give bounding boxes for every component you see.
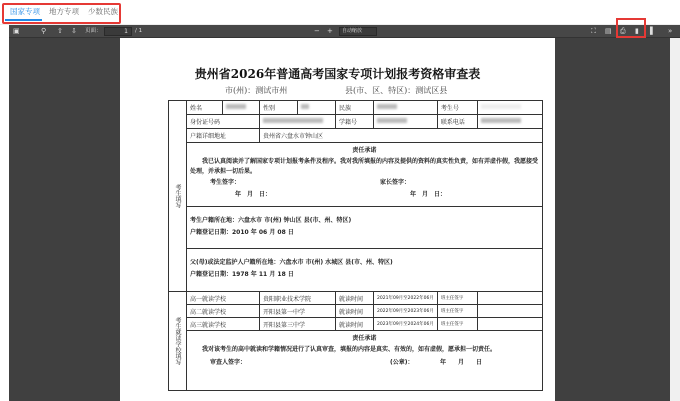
redacted-value: [377, 104, 397, 109]
pdf-toolbar: [9, 25, 680, 38]
commitment-title: 责任承诺: [352, 147, 377, 154]
reviewer-signature: 审查人签字：: [210, 359, 247, 366]
county-field: 县(市、区、特区)：测试区县: [345, 86, 448, 95]
commitment-text: 我已认真阅读并了解国家专项计划报考条件及程序。我对我所填报的内容及提供的资料的真实性负责，如有弄虚作假，我愿接受处理，并承担一切后果。: [190, 158, 539, 175]
download-icon[interactable]: ▮: [635, 27, 639, 35]
student-signature: 考生签字：: [210, 179, 241, 186]
redacted-value: [481, 118, 521, 123]
seal-date: 年 月 日: [440, 359, 483, 366]
page-label: 页面：: [85, 28, 102, 34]
label-student-id: 学籍号: [336, 115, 374, 129]
tools-icon[interactable]: »: [668, 27, 673, 35]
zoom-out-icon[interactable]: −: [314, 27, 320, 35]
application-form: [168, 100, 543, 391]
sidebar-toggle-icon[interactable]: ▣: [13, 27, 20, 35]
tab-bar: [0, 0, 680, 25]
tab-minority[interactable]: 少数民族: [88, 7, 118, 16]
presentation-mode-icon[interactable]: ⛶: [591, 27, 596, 35]
next-page-icon[interactable]: ⇩: [71, 27, 77, 35]
school-label: 高一就读学校: [187, 292, 260, 305]
redacted-value: [481, 104, 521, 109]
student-date: 年 月 日：: [235, 191, 272, 198]
hukou-location: 考生户籍所在地：六盘水市 市(州) 钟山区 县(市、州、特区): [190, 217, 352, 224]
parent-hukou-date: 户籍登记日期：1978 年 11 月 18 日: [190, 271, 294, 278]
time-label: 就读时间: [336, 318, 374, 331]
commitment-text: 我对该考生的高中就读和学籍情况进行了认真审查，填报的内容是真实、有效的，如有虚假，愿承担一切责任。: [202, 346, 497, 353]
hukou-date: 户籍登记日期：2010 年 06 月 08 日: [190, 229, 294, 236]
previous-page-icon[interactable]: ⇧: [57, 27, 63, 35]
teacher-sign-label: 班主任签字: [437, 305, 477, 318]
zoom-select[interactable]: 自动缩放: [339, 27, 377, 36]
time-label: 就读时间: [336, 305, 374, 318]
label-phone: 联系电话: [437, 115, 477, 129]
page-total: / 1: [135, 28, 143, 34]
redacted-value: [226, 104, 246, 109]
parent-hukou: [187, 249, 543, 292]
page-number-input[interactable]: 1: [104, 27, 132, 36]
open-file-icon[interactable]: ▤: [605, 27, 612, 35]
seal-label: (公章)：: [390, 359, 414, 366]
study-period: 2022年09月至2023年06月: [374, 305, 438, 318]
address-value: 贵州省六盘水市钟山区: [260, 129, 543, 143]
parent-signature: 家长签字：: [380, 179, 411, 186]
school-name: 贵阳职业技术学院: [260, 292, 336, 305]
label-exam-number: 考生号: [437, 101, 477, 115]
search-icon[interactable]: ⚲: [41, 27, 47, 35]
school-label: 高三就读学校: [187, 318, 260, 331]
highlight-box: [2, 3, 121, 24]
redacted-value: [263, 118, 323, 123]
scrollbar[interactable]: [670, 38, 680, 401]
zoom-in-icon[interactable]: +: [327, 27, 333, 35]
label-ethnicity: 民族: [336, 101, 374, 115]
study-period: 2023年09月至2024年06月: [374, 318, 438, 331]
school-name: 开阳县第三中学: [260, 318, 336, 331]
pdf-viewer: [9, 25, 680, 401]
print-icon[interactable]: ⎙: [620, 27, 626, 35]
teacher-sign-label: 班主任签字: [437, 292, 477, 305]
pdf-page: [120, 38, 555, 401]
time-label: 就读时间: [336, 292, 374, 305]
tab-national[interactable]: 国家专项: [10, 7, 40, 16]
school-name: 开阳县第一中学: [260, 305, 336, 318]
commitment-title: 责任承诺: [352, 335, 377, 342]
parent-date: 年 月 日：: [410, 191, 447, 198]
school-commitment: [187, 331, 543, 391]
school-label: 高二就读学校: [187, 305, 260, 318]
section-label-school: 考生就读学校填写: [169, 292, 187, 391]
redacted-value: [301, 104, 309, 109]
section-label-student: 考生填写: [169, 101, 187, 292]
label-id-number: 身份证号码: [187, 115, 260, 129]
redacted-value: [377, 118, 407, 123]
student-hukou: [187, 207, 543, 249]
highlight-box: [616, 18, 646, 38]
label-address: 户籍详细地址: [187, 129, 260, 143]
study-period: 2021年09月至2022年06月: [374, 292, 438, 305]
bookmark-icon[interactable]: ▌: [650, 27, 656, 35]
document-title: 贵州省2026年普通高考国家专项计划报考资格审查表: [194, 67, 481, 81]
label-gender: 性别: [260, 101, 298, 115]
teacher-sign-label: 班主任签字: [437, 318, 477, 331]
student-commitment: [187, 143, 543, 207]
label-name: 姓名: [187, 101, 223, 115]
tab-local[interactable]: 地方专项: [49, 7, 79, 16]
city-field: 市(州)：测试市州: [225, 86, 288, 95]
parent-hukou-location: 父(母)或法定监护人户籍所在地：六盘水市 市(州) 水城区 县(市、州、特区): [190, 259, 393, 266]
